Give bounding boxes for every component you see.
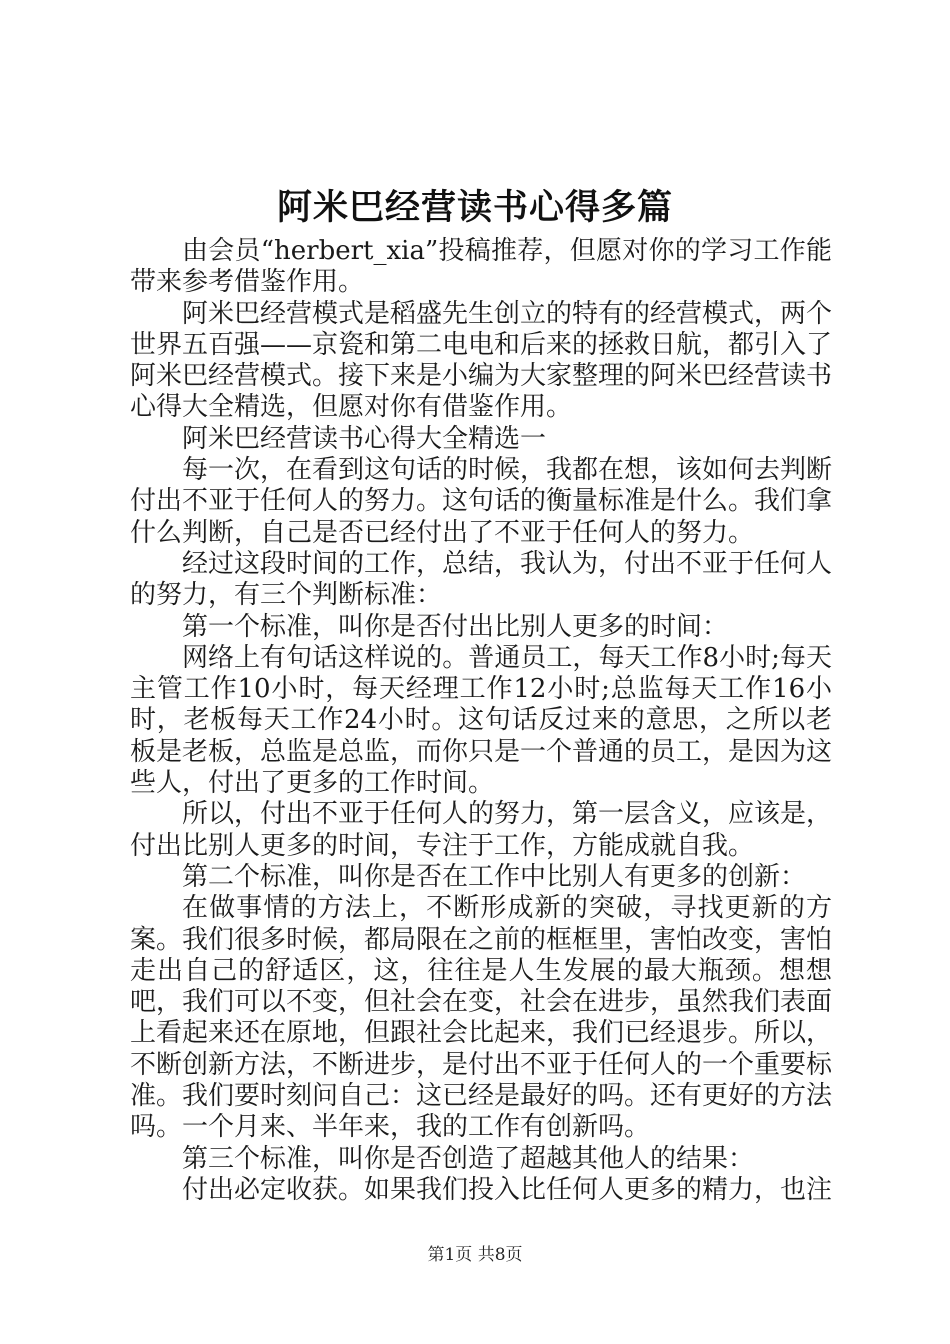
paragraph: 每一次，在看到这句话的时候，我都在想，该如何去判断付出不亚于任何人的努力。这句话的衡量标准是什么。我们拿什么判断，自己是否已经付出了不亚于任何人的努力。 [130, 455, 833, 548]
paragraph: 第三个标准，叫你是否创造了超越其他人的结果： [182, 1143, 755, 1174]
paragraph: 第二个标准，叫你是否在工作中比别人有更多的创新： [182, 861, 807, 892]
paragraph: 在做事情的方法上，不断形成新的突破，寻找更新的方案。我们很多时候，都局限在之前的框框里，害怕改变，害怕走出自己的舒适区，这，往往是人生发展的最大瓶颈。想想吧，我们可以不变，但社会在变，社会在进步，虽然我们表面上看起来还在原地，但跟社会比起来，我们已经退步。所以，不断创新方法，不断进步，是付出不亚于任何人的一个重要标准。我们要时刻问自己：这已经是最好的吗。还有更好的方法吗。一个月来、半年来，我的工作有创新吗。 [130, 893, 833, 1143]
section-heading: 阿米巴经营读书心得大全精选一 [182, 423, 547, 454]
paragraph: 第一个标准，叫你是否付出比别人更多的时间： [182, 611, 729, 642]
document-title: 阿米巴经营读书心得多篇 [276, 187, 673, 228]
paragraph: 由会员“herbert_xia”投稿推荐，但愿对你的学习工作能带来参考借鉴作用。 [130, 236, 832, 298]
paragraph: 网络上有句话这样说的。普通员工，每天工作8小时;每天主管工作10小时，每天经理工作12小时;总监每天工作16小时，老板每天工作24小时。这句话反过来的意思，之所以老板是老板，总监是总监，而你只是一个普通的员工，是因为这些人，付出了更多的工作时间。 [130, 642, 833, 799]
document-body [130, 236, 832, 1206]
paragraph: 所以，付出不亚于任何人的努力，第一层含义，应该是，付出比别人更多的时间，专注于工作，方能成就自我。 [130, 799, 833, 861]
paragraph: 付出必定收获。如果我们投入比任何人更多的精力，也注 [182, 1174, 833, 1205]
page-number-footer: 第1页 共8页 [427, 1245, 523, 1265]
paragraph: 阿米巴经营模式是稻盛先生创立的特有的经营模式，两个世界五百强——京瓷和第二电电和后来的拯救日航，都引入了阿米巴经营模式。接下来是小编为大家整理的阿米巴经营读书心得大全精选，但愿对你有借鉴作用。 [130, 298, 833, 423]
paragraph: 经过这段时间的工作，总结，我认为，付出不亚于任何人的努力，有三个判断标准： [130, 548, 833, 611]
